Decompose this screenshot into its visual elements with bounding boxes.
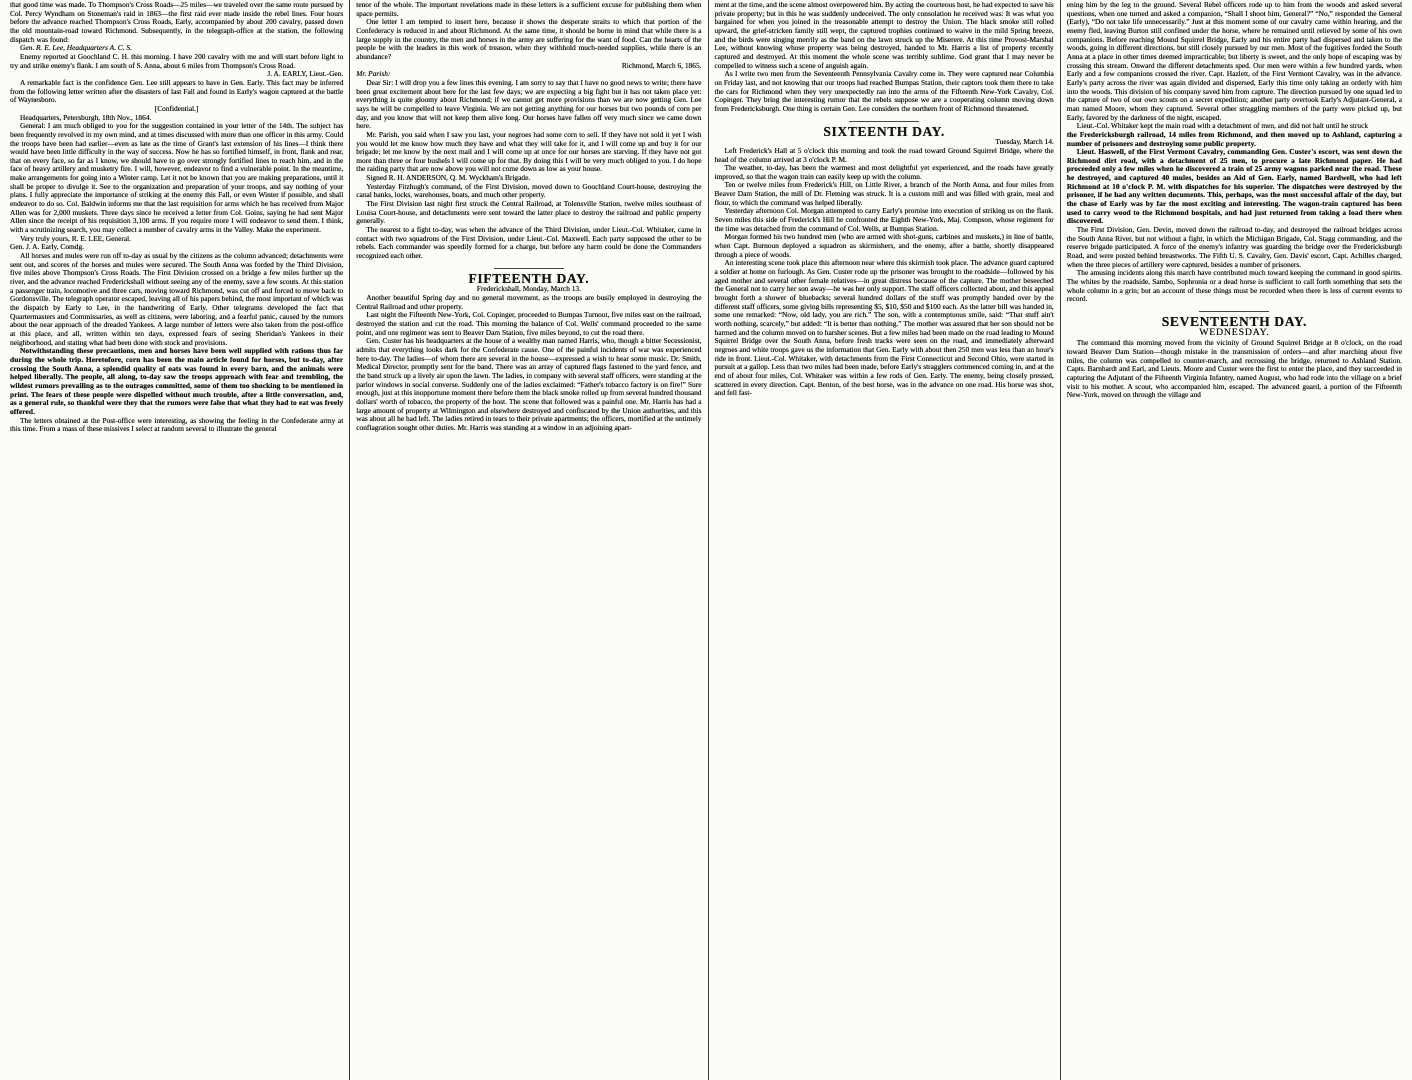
article-paragraph: Notwithstanding these precautions, men and horses have been well supplied with rations thus far during the whole trip. Heretofore, corn has been the main article found for horses, but to-day, after crossing the South Anna, a splendid quality of oats was found in every barn, and the animals were helped liberally. The people, all along, to-day saw the troops approach with fear and trembling, the wildest rumors prevailing as to the outrages committed, some of them too shocking to be mentioned in print. The fears of these people were dispelled without much trouble, after a little conversation, and, as a general rule, so thankful were they that the rumors were false that what they had to eat was freely offered. <box>10 346 344 416</box>
article-paragraph: ment at the time, and the scene almost overpowered him. By acting the courteous host, he had expected to save his private property; but in this he was suddenly undeceived. The only consolation he received was: It was what you bargained for when you joined in the treasonable attempt to destroy the Union. The black smoke still rolled upward, the grief-stricken family still wept, the captured trophies continued to waive in the mild Spring breeze, and the birds were singing merrily as the band on the lawn struck up the Miserere. At this time Provost-Marshal Lee, without knowing whose property was being destroyed, handed to Mr. Harris a list of property recently captured and destroyed. At this moment the whole scene was terribly sublime. God grant that I may never be compelled to witness such a scene of anguish again. <box>714 0 1054 70</box>
article-paragraph: Tuesday, March 14. <box>995 137 1054 147</box>
article-paragraph: Gen. J. A. Early, Comdg. <box>10 242 85 252</box>
article-paragraph: Left Frederick's Hall at 5 o'clock this morning and took the road toward Ground Squirrel Bridge, where the head of the column arrived at 3 o'clock P. M. <box>714 145 1054 164</box>
section-divider <box>1199 311 1269 312</box>
article-paragraph: The command this morning moved from the vicinity of Ground Squirrel Bridge at 8 o'clock, on the road toward Beaver Dam Station—though mistake in the transmission of orders—and after marching about five miles, the column was compelled to counter-march, and recrossing the bridge, returned to Ashland Station. Capts. Barnhardt and Earl, and Lieuts. Moore and Custer were the first to enter the place, and they succeeded in capturing the Adjutant of the Fifteenth Virginia Infantry, named August, who had rode into the village on a brief visit to his mother. A scout, who accompanied him, escaped. The advanced guard, a portion of the Fifteenth New-York, moved on through the village and <box>1066 338 1402 400</box>
article-paragraph: Gen. Custer has his headquarters at the house of a wealthy man named Harris, who, though a bitter Secessionist, admits that everything looks dark for the Confederate cause. One of the painful incidents of war was experienced here to-day. The ladies—of whom there are several in the house—expressed a wish to hear some music. Dr. Smith, Medical Director, promptly sent for the band. There was an array of captured flags fastened to the yard fence, and the band struck up a lively air upon the lawn. The ladies, in company with several staff officers, were standing at the parlor windows in social converse. Suddenly one of the ladies exclaimed: “Father's tobacco factory is on fire!” Sure enough, just at this inopportune moment there before them the black smoke rolled up from several hundred thousand dollars' worth of tobacco, the property of the host. The scene that followed was a painful one. Mr. Harris has had a large amount of property at Wilmington and elsewhere destroyed and confiscated by the Union authorities, and this was about all he had left. The ladies retired in tears to their private apartments; the officers, mortified at the untimely conflagration sought other duties. Mr. Harris was standing at a window in an adjoining apart- <box>356 336 702 432</box>
article-paragraph: that good time was made. To Thompson's Cross Roads—25 miles—we traveled over the same route pursued by Col. Percy Wyndham on Stoneman's raid in 1863—the first raid ever made inside the rebel lines. Four hours before the advance reached Thompson's Cross Roads, Early, accompanied by about 200 cavalry, passed down the old mountain-road toward Richmond. Subsequently, in the telegraph-office at the station, the following dispatch was found: <box>10 0 344 44</box>
article-paragraph: Dear Sir: I will drop you a few lines this evening. I am sorry to say that I have no good news to write; there have been great excitement about here for the last few days; we are expecting a big fight but it has not taken place yet: everything is quite gloomy about Richmond; if we cannot get more provisions than we are now getting Gen. Lee says he will be compelled to leave Virginia. We are not getting anything for our horses but two pounds of corn per day, and you know that will not keep them alive long. Our horses have fallen off very much since we came down here. <box>356 77 702 131</box>
article-paragraph: Morgan formed his two hundred men (who are armed with shot-guns, carbines and muskets,) in line of battle, when Capt. Burnoun deployed a squadron as skirmishers, and the enemy, after a battle, shortly disappeared through a piece of woods. <box>714 232 1054 259</box>
article-paragraph: [Confidential.] <box>154 103 199 113</box>
column-4 <box>1061 0 1408 1080</box>
section-divider <box>849 121 919 122</box>
article-paragraph: Headquarters, Petersburgh, 18th Nov., 1864. <box>20 112 152 122</box>
article-paragraph: Enemy reported at Goochland C. H. this morning. I have 200 cavalry with me and will start before light to try and strike enemy's flank. I am south of S. Anna, about 6 miles from Thompson's Cross Road. <box>10 51 344 70</box>
section-headline: SIXTEENTH DAY. <box>823 123 945 139</box>
column-1 <box>4 0 349 1080</box>
article-paragraph: The letters obtained at the Post-office were interesting, as showing the feeling in the Confederate army at this time. From a mass of these missives I select at random several to illustrate the general <box>10 415 344 434</box>
article-paragraph: Lieut. Haswell, of the First Vermont Cavalry, commanding Gen. Custer's escort, was sent down the Richmond dirt road, with a detachment of 25 men, to procure a late Richmond paper. He had proceeded only a few miles when he discovered a train of 25 army wagons parked near the road. These he destroyed, and captured 40 mules, besides an Aid of Gen. Early, named Bardwell, who had left Richmond at 10 o'clock P. M. with dispatches for his superior. The dispatches were destroyed by the prisoner, if he had any written documents. This, perhaps, was the most successful affair of the day, but the chase of Early was by far the most exciting and interesting. The wagon-train captured has been used to carry wood to the Richmond hospitals, and had just returned from taking a load there when discovered. <box>1066 147 1402 226</box>
article-paragraph: Gen. R. E. Lee, Headquarters A. C. S. <box>20 43 132 53</box>
article-paragraph: The amusing incidents along this march have contributed much toward keeping the command in good spirits. The whites by the roadside, Sambo, Sophronia or a dead horse is sufficient to call forth something that sets the whole column in a grin; but an account of these things must be recorded when there is less of current events to record. <box>1066 268 1402 304</box>
article-paragraph: Lieut.-Col. Whitaker kept the main road with a detachment of men, and did not halt until he struck <box>1076 121 1369 131</box>
article-paragraph: Yesterday Fitzhugh's command, of the First Division, moved down to Goochland Court-house, destroying the canal banks, locks, warehouses, boats, and much other property. <box>356 181 702 200</box>
article-paragraph: Ten or twelve miles from Frederick's Hill, on Little River, a branch of the North Anna, and four miles from Beaver Dam Station, the mill of Dr. Fleming was struck. It is a custom mill and was filled with grain, meal and flour, to which the command was helped liberally. <box>714 180 1054 207</box>
article-paragraph: The First Division, Gen. Devin, moved down the railroad to-day, and destroyed the railroad bridges across the South Anna River, but not without a fight, in which the Michigan Brigade, Col. Stagg commanding, and the reserve brigade participated. A force of the enemy's infantry was guarding the bridge over the Fredericksburgh Road, and were posted behind breastworks. The Fifth U. S. Cavalry, Gen. Davis' escort, Capt. Achilles charged, when the three pieces of artillery were captured, besides a number of prisoners. <box>1066 225 1402 269</box>
article-paragraph: All horses and mules were run off to-day as usual by the citizens as the column advanced; detachments were sent out, and scores of the horses and mules were secured. The South Anna was forded by the Third Division, five miles above Thompson's Cross Roads. The First Division crossed on a bridge a few miles further up the river, and the advance reached Frederickshall without seeing any of the enemy, save a few scouts. At this station a passenger train, locomotive and three cars, moving toward Richmond, was cut off and forced to move back to Gordonsville. The telegraph operator escaped, leaving all of his papers behind, the most important of which was the dispatch by Early to Lee, in the handwriting of Early. Other telegrams developed the fact that Quartermasters and Commissaries, as well as citizens, were laboring, and a fearful panic, caused by the rumors about the near approach of the dreaded Yankees. A large number of letters were also taken from the post-office at this place, and all, written within ten days, expressed fears of seeing Sheridan's Yankees in their neighborhood, and stating what had been done with stock and provisions. <box>10 251 344 347</box>
article-paragraph: The weather, to-day, has been the warmest and most delightful yet experienced, and the roads have greatly improved, so that the wagon train can easily keep up with the column. <box>714 163 1054 181</box>
section-subhead: WEDNESDAY. <box>1199 326 1270 338</box>
section-headline: FIFTEENTH DAY. <box>468 270 590 286</box>
article-paragraph: Richmond, March 6, 1865. <box>621 60 702 70</box>
article-paragraph: As I write two men from the Seventeenth Pennsylvania Cavalry come in. They were captured near Columbia on Friday last, and not knowing that our troops had reached Bumpas Station, their captors took them there to take the cars for Richmond when they very unexpectedly ran into the arms of the Fifteenth New-York Cavalry, Col. Copinger. They bring the interesting rumor that the rebels suppose we are a cooperating column moving down from Fredericksburgh. One thing is certain Gen. Lee considers the northern front of Richmond threatened. <box>714 69 1054 113</box>
article-paragraph: ening him by the leg to the ground. Several Rebel officers rode up to him from the woods and asked several questions, when one turned and asked a companion, “Shall I shoot him, General?” “No,” responded the General (Early), “Do not take life unnecessarily.” Just at this moment some of our cavalry came within hearing, and the enemy fled, leaving Burton still confined under the horse, where he remained until relieved by some of his own companions. Before reaching Mound Squirrel Bridge, Early and his entire party had dispersed and taken to the woods, going in different directions, but still closely pursued by our men. Most of the fugitives forded the South Anna at a place in other times deemed impracticable; but liberty is sweet, and the only hope of escaping was by crossing this stream. Onward the different detachments sped. Our men were within a few hundred yards, when Early and a few companions crossed the river. Capt. Hazlett, of the First Vermont Cavalry, was in the advance. Early's party across the river was again divided and dispersed, Early this time only taking an orderly with him into the woods. This division of his company saved him from capture. The direction pursued by one squad led to the capture of two of our own scouts on a secret expedition; another party overtook Early's Adjutant-General, a man named Moore, whom they captured. Several other straggling members of the party were picked up, but Early, favored by the darkness of the night, escaped. <box>1066 0 1402 122</box>
section-divider <box>494 268 564 269</box>
article-paragraph: Mr. Parish, you said when I saw you last, your negroes had some corn to sell. If they have not sold it yet I wish you would let me know how much they have and what they will take for it, and I will come up and buy it for our brigade; let me know by the next mail and I will come up at once for our horses are starving. If they have not got more than three or four bushels I will come up for that. By doing this I will be very much obliged to you. I do hope the raiding party that are now above you will not come down as low as your house. <box>356 129 702 174</box>
article-paragraph: tenor of the whole. The important revelations made in these letters is a sufficient excuse for publishing them when space permits. <box>356 0 702 18</box>
article-paragraph: General: I am much obliged to you for the suggestion contained in your letter of the 14th. The subject has been frequently revolved in my own mind, and at times discussed with more than one officer in this army. Could the troops have been had earlier—even as late as the time of Grant's last extension of his lines—I think there would have been little difficulty in the way of success. Now he has so fortified himself, in front, flank and rear, that on every face, so far as I know, we should have to go over strongly fortified lines to reach him, and in the face of heavy artillery and musketry fire. I will, however, endeavor to find a vulnerable point. In the meantime, make arrangements for going into a Winter camp. Let it not be known that you are making preparations, until it shall be proper to divulge it. See to the organization and preparation of your troops, and say nothing of your plans. I fully appreciate the importance of striking at the enemy this Fall, or even Winter if possible, and shall endeavor to do so. Col. Baldwin informs me that the last requisition for arms which he has received from Major Allen was for 2,000 muskets. Three days since he received a letter from Col. Goins, saying he had sent Major Allen since the receipt of his requisition 3,100 arms. If you require more I will endeavor to send them. I think, with a scrutinizing search, you may collect a number of cavalry arms in the Valley. Make the experiment. <box>10 121 344 235</box>
column-2 <box>350 0 707 1080</box>
article-paragraph: Signed R. H. ANDERSON, Q. M. Wyckham's Brigade. <box>366 173 531 183</box>
article-paragraph: A remarkable fact is the confidence Gen. Lee still appears to have in Gen. Early. This fact may be inferred from the following letter written after the disasters of last Fall and found in Early's wagon captured at the battle of Waynesboro. <box>10 77 344 105</box>
article-paragraph: The First Division last night first struck the Central Railroad, at Tolensville Station, twelve miles southeast of Louisa Court-house, and detachments were sent toward the latter place to destroy the railroad and public property generally. <box>356 199 702 226</box>
article-paragraph: the Fredericksburgh railroad, 14 miles from Richmond, and then moved up to Ashland, capturing a number of prisoners and destroying some public property. <box>1066 129 1402 148</box>
article-paragraph: Very truly yours, R. E. LEE, General. <box>20 233 132 243</box>
article-paragraph: Another beautiful Spring day and no general movement, as the troops are busily employed in destroying the Central Railroad and other property. <box>356 293 702 311</box>
article-paragraph: One letter I am tempted to insert here, because it shows the desperate straits to which that portion of the Confederacy is reduced in and about Richmond. At the same time, it should be borne in mind that while there is a large supply in the country, the men and horses in the army are suffering for the want of food. Can the hearts of the people be with the leaders in this work of treason, when they withhold much-needed supplies, while there is an abundance? <box>356 17 702 61</box>
article-paragraph: J. A. EARLY, Lieut.-Gen. <box>267 69 344 79</box>
article-paragraph: Yesterday afternoon Col. Morgan attempted to carry Early's promise into execution of striking us on the flank. Seven miles this side of Frederick's Hill he confronted the Eighth New-York, Maj. Compson, whose regiment for the time was detached from the command of Col. Wells, at Bumpas Station. <box>714 206 1054 233</box>
article-paragraph: Last night the Fifteenth New-York, Col. Copinger, proceeded to Bumpas Turnout, five miles east on the railroad, destroyed the station and cut the road. This morning the balance of Col. Wells' command proceeded to the same point, and one regiment was sent to Beaver Dam Station, five miles beyond, to cut the road there. <box>356 310 702 337</box>
article-paragraph: Mr. Parish: <box>356 69 391 79</box>
article-paragraph: An interesting scene took place this afternoon near where this skirmish took place. The advance guard captured a soldier at home on furlough. As Gen. Custer rode up the prisoner was brought to the roadside—followed by his aged mother and several other female relatives—in great distress because of the capture. The mother beseeched the General not to carry her son away—he was her only support. The staff officers collected about, and this appeal brought forth a shower of bluebacks; several hundred dollars of the stuff was promptly handed over by the different staff officers, some giving bills representing $5, $10, $50 and $100 each. As the latter bill was handed in, some one remarked: “Now, old lady, you are rich.” The son, with a contemptuous smile, said: “That stuff ain't worth nothing, scarcely,” but added: “It is better than nothing.” The mother was assured that her son should not be harmed and the column moved on to harsher scenes. But a few miles had been made on the road leading to Mound Squirrel Bridge over the South Anna, before fresh tracks were seen on the road, and immediately afterward negroes and white troops gave us the information that Gen. Early with about then 250 men was less than an hour's ride in front. Lieut.-Col. Whitaker, with detachments from the First Connecticut and Second Ohio, were started in pursuit at a gallop. Less than two miles had been made, before Early's stragglers commenced coming in, and at the end of about four miles, Col. Whitaker was within a few rods of Gen. Early. The enemy, being closely pressed, scattered in every direction. Capt. Benton, of the best horse, was in the advance on one road. His horse was shot, and fell fast- <box>714 258 1054 398</box>
article-paragraph: Frederickshall, Monday, March 13. <box>476 284 581 294</box>
section-headline: SEVENTEENTH DAY. <box>1161 313 1308 329</box>
column-3 <box>709 0 1060 1080</box>
article-paragraph: The nearest to a fight to-day, was when the advance of the Third Division, under Lieut.-Col. Whitaker, came in contact with two squadrons of the First Division, under Lieut.-Col. Maxwell. Each party supposed the other to be rebels. Each commander was speedily formed for a charge, but before any harm could be done the Commanders recognized each other. <box>356 225 702 261</box>
